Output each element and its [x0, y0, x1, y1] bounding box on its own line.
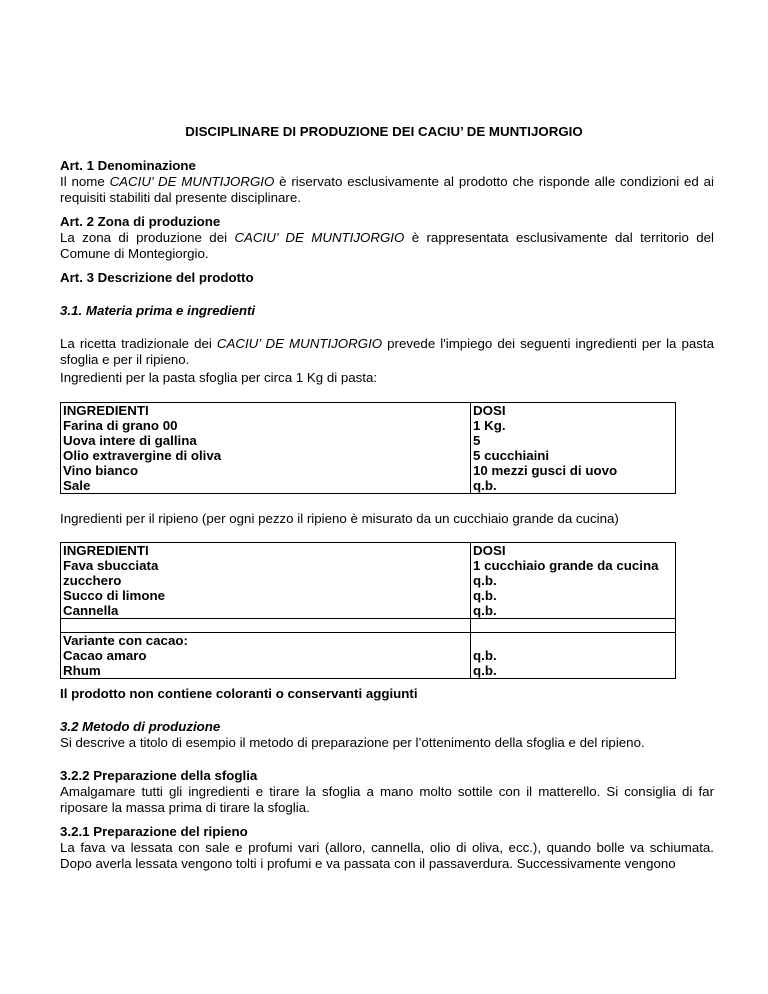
dose-item: q.b.	[473, 648, 497, 663]
ingredient-item: Cacao amaro	[63, 648, 147, 663]
ingredient-item: Variante con cacao:	[63, 633, 188, 648]
ingredient-item: INGREDIENTI	[63, 543, 149, 558]
art3-heading: Art. 3 Descrizione del prodotto	[60, 270, 254, 285]
ingredient-item: Succo di limone	[63, 588, 165, 603]
dose-item: DOSI	[473, 403, 506, 418]
art2-heading: Art. 2 Zona di produzione	[60, 214, 221, 229]
table-row	[61, 403, 676, 494]
art1-text-pre: Il nome	[60, 174, 110, 189]
table2-ingredients-list	[63, 543, 468, 618]
dose-item: q.b.	[473, 573, 497, 588]
table1-ingredients-list	[63, 403, 468, 493]
pasta-ingredients-intro: Ingredienti per la pasta sfoglia per circa 1 Kg di pasta:	[60, 370, 378, 385]
ingredient-item: Olio extravergine di oliva	[63, 448, 222, 463]
table2-ingredients-cell	[61, 543, 471, 619]
table-row	[61, 633, 676, 679]
dose-item: DOSI	[473, 543, 506, 558]
ripieno-ingredients-intro: Ingredienti per il ripieno (per ogni pezzo il ripieno è misurato da un cucchiaio grande da cucina)	[60, 511, 619, 526]
section-3-2-heading: 3.2 Metodo di produzione	[60, 719, 221, 734]
table2-variant-doses-list	[473, 633, 673, 678]
art1-text	[60, 174, 714, 206]
table2-variant-ingredients-list	[63, 633, 468, 678]
art2-text	[60, 230, 714, 262]
table2-spacer-cell	[471, 619, 676, 633]
ingredient-item: Sale	[63, 478, 91, 493]
pasta-ingredients-table	[60, 402, 676, 494]
table1-ingredients-cell	[61, 403, 471, 494]
art1-heading: Art. 1 Denominazione	[60, 158, 196, 173]
document-title: DISCIPLINARE DI PRODUZIONE DEI CACIU’ DE MUNTIJORGIO	[185, 124, 583, 139]
dose-item: q.b.	[473, 663, 497, 678]
section-3-2-text: Si descrive a titolo di esempio il metodo di preparazione per l’ottenimento della sfoglia e del ripieno.	[60, 735, 645, 750]
table2-variant-doses-cell	[471, 633, 676, 679]
recipe-product-name: CACIU’ DE MUNTIJORGIO	[216, 336, 383, 351]
dose-item	[473, 633, 673, 648]
ingredient-item: Vino bianco	[63, 463, 139, 478]
table2-spacer-cell	[61, 619, 471, 633]
section-3-2-2-heading: 3.2.2 Preparazione della sfoglia	[60, 768, 258, 783]
ingredient-item: Uova intere di gallina	[63, 433, 197, 448]
art1-text-post: è riservato esclusivamente al prodotto che risponde alle condizioni ed ai requisiti stabiliti dal presente disciplinare.	[60, 174, 714, 205]
art2-product-name: CACIU’ DE MUNTIJORGIO	[234, 230, 405, 245]
dose-item: 10 mezzi gusci di uovo	[473, 463, 618, 478]
recipe-text-post: prevede l'impiego dei seguenti ingredienti per la pasta sfoglia e per il ripieno.	[60, 336, 714, 367]
art2-text-pre: La zona di produzione dei	[60, 230, 235, 245]
dose-item: 5 cucchiaini	[473, 448, 550, 463]
dose-item: 1 cucchiaio grande da cucina	[473, 558, 659, 573]
recipe-text-pre: La ricetta tradizionale dei	[60, 336, 217, 351]
table-row-spacer	[61, 619, 676, 633]
ripieno-ingredients-table	[60, 542, 676, 679]
section-3-2-1-text: La fava va lessata con sale e profumi vari (alloro, cannella, olio di oliva, ecc.), quando bolle va schiumata. Dopo averla lessata vengono tolti i profumi e va passata con il passaverdura. Successivamente vengono	[60, 840, 714, 871]
section-3-1-heading: 3.1. Materia prima e ingredienti	[60, 303, 256, 318]
ingredient-item: Rhum	[63, 663, 101, 678]
dose-item: q.b.	[473, 478, 497, 493]
dose-item: 5	[473, 433, 481, 448]
table-row	[61, 543, 676, 619]
section-3-2-2-text: Amalgamare tutti gli ingredienti e tirare la sfoglia a mano molto sottile con il matterello. Si consiglia di far riposare la massa prima di tirare la sfoglia.	[60, 784, 714, 815]
art2-text-post: è rappresentata esclusivamente dal territorio del Comune di Montegiorgio.	[60, 230, 714, 261]
ingredient-item: Cannella	[63, 603, 119, 618]
table2-doses-cell	[471, 543, 676, 619]
table2-doses-list	[473, 543, 673, 618]
ingredient-item: Farina di grano 00	[63, 418, 178, 433]
ingredient-item: INGREDIENTI	[63, 403, 149, 418]
table1-doses-list	[473, 403, 673, 493]
art1-product-name: CACIU’ DE MUNTIJORGIO	[109, 174, 275, 189]
dose-item: q.b.	[473, 603, 497, 618]
table1-doses-cell	[471, 403, 676, 494]
ingredient-item: zucchero	[63, 573, 122, 588]
section-3-2-1-heading: 3.2.1 Preparazione del ripieno	[60, 824, 248, 839]
ingredient-item: Fava sbucciata	[63, 558, 159, 573]
table2-variant-ingredients-cell	[61, 633, 471, 679]
dose-item: q.b.	[473, 588, 497, 603]
recipe-intro-text	[60, 336, 714, 368]
no-additives-note: Il prodotto non contiene coloranti o conservanti aggiunti	[60, 686, 418, 701]
dose-item: 1 Kg.	[473, 418, 506, 433]
